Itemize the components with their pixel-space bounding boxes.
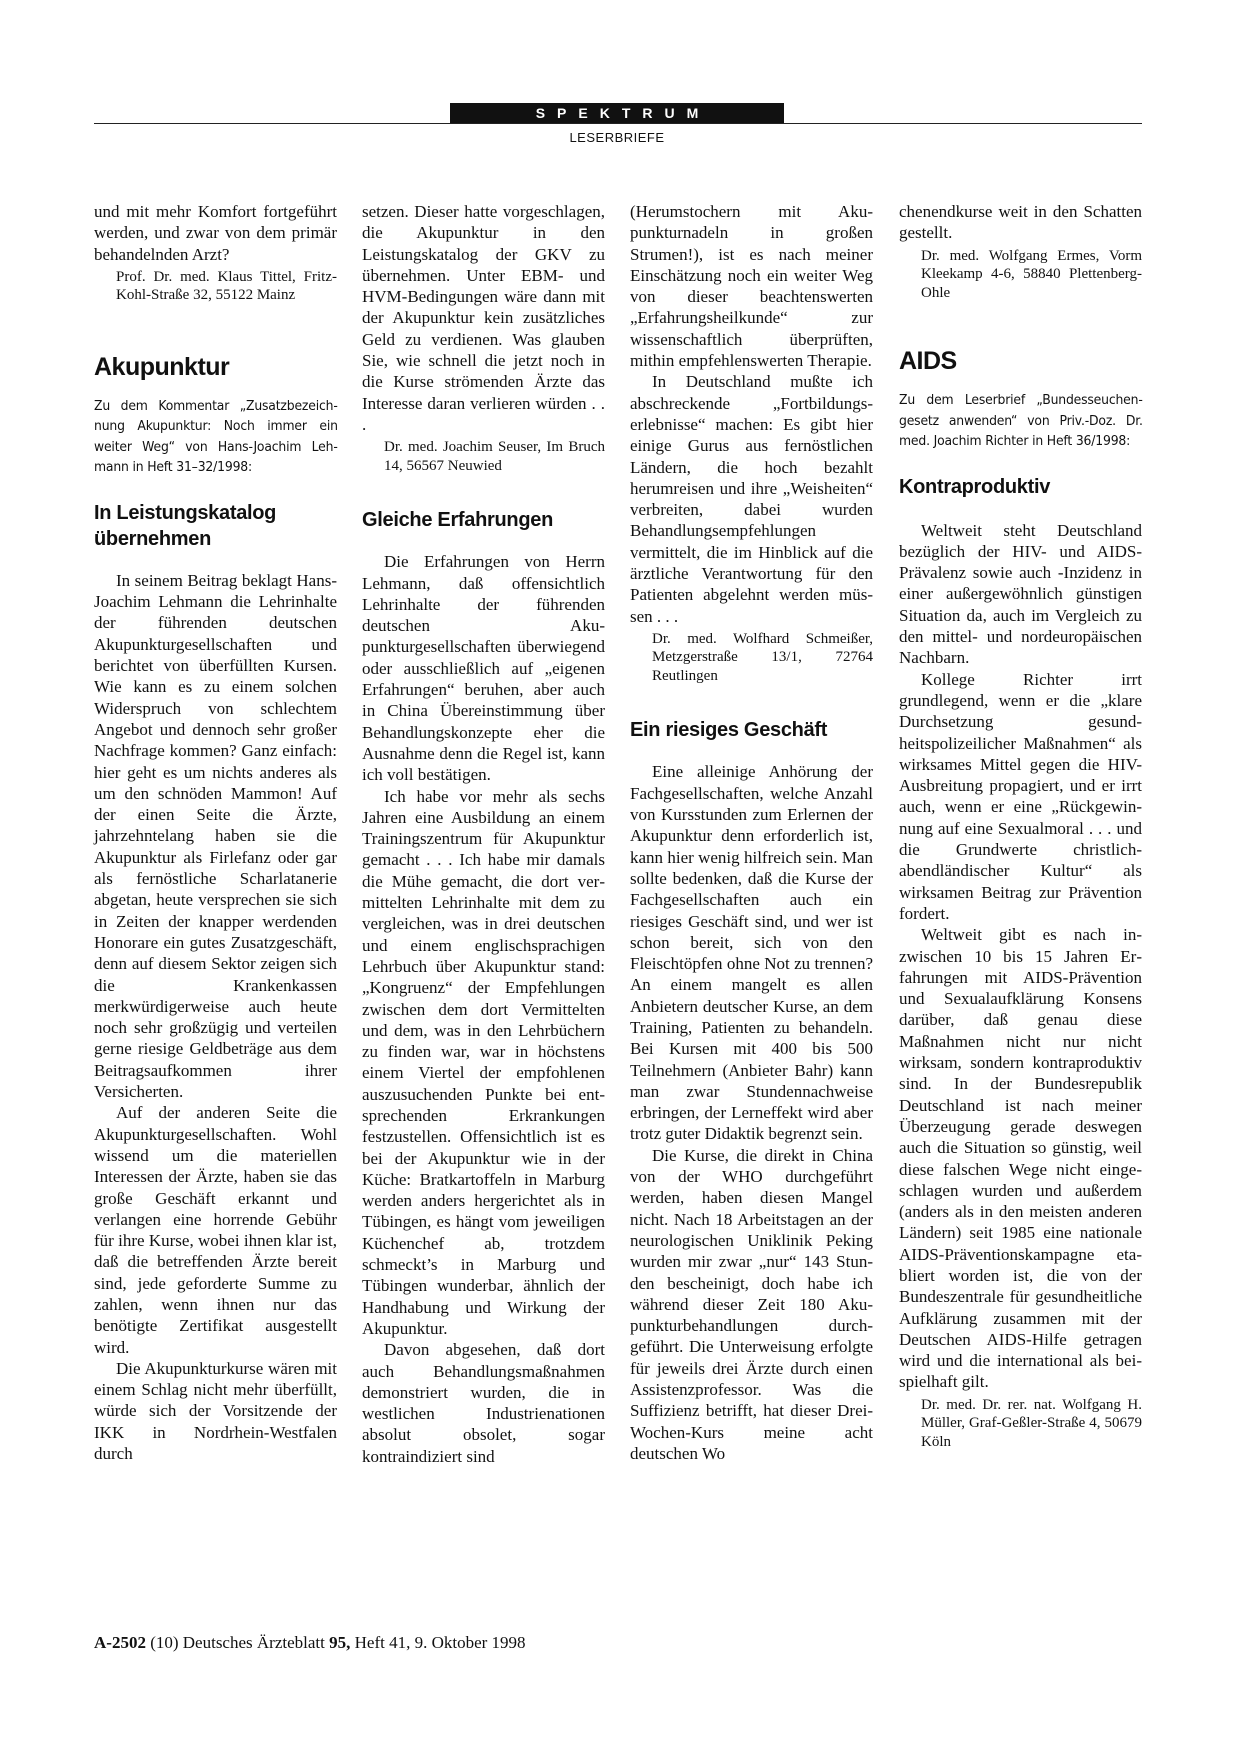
letter-signature: Dr. med. Wolfgang Ermes, Vorm Kleekamp 4-6, 58840 Plettenberg-Ohle: [921, 247, 1142, 301]
column-4: [899, 201, 1142, 1451]
letter-text: Die Akupunkturkurse wären mit einem Schlag nicht mehr überfüllt, würde sich der Vorsitzende der IKK in Nordrhein-Westfalen durch: [94, 1358, 337, 1464]
letter-signature: Dr. med. Wolfhard Schmeißer, Metzgerstraße 13/1, 72764 Reutlingen: [652, 630, 873, 684]
letter-text: Weltweit gibt es nach inzwischen 10 bis 15 Jahren Erfahrungen mit AIDS-Prävention und Sexualaufklärung Konsens darüber, daß genau diese Maßnahmen nicht nur nicht wirksam, sondern kontraproduktiv sind. In der Bundesrepublik Deutschland ist nach meiner Überzeugung gerade deswegen auch die Situation so günstig, weil diese falschen Wege nicht eingeschlagen wurden und außerdem (anders als in den meisten anderen Ländern) seit 1985 eine nationale AIDS-Präventionskampagne etabliert worden ist, die von der Bundeszentrale für gesundheitliche Aufklärung zusammen mit der Deutschen AIDS-Hilfe getragen wird und die international als beispielhaft gilt.: [899, 925, 1142, 1392]
topic-intro: Zu dem Kommentar „Zusatzbezeichnung Akupunktur: Noch immer ein weiter Weg“ von Hans-Joachim Lehmann in Heft 31–32/1998:: [94, 397, 338, 476]
letter-text: (Herumstochern mit Akupunkturnadeln in großen Strumen!), ist es nach meiner Einschätzung noch ein weiter Weg von dieser beachtenswerten „Erfahrungsheilkunde“ zur wissenschaftlich überprüften, mithin empfehlenswerten Therapie.: [630, 202, 873, 371]
letter-heading: Ein riesiges Geschäft: [630, 719, 828, 742]
section-subtitle: LESERBRIEFE: [569, 130, 665, 145]
letter-signature: Dr. med. Dr. rer. nat. Wolfgang H. Müller, Graf-Geßler-Straße 4, 50679 Köln: [921, 1396, 1142, 1450]
footer-issue: Heft 41, 9. Oktober 1998: [350, 1633, 526, 1652]
header-rule: [94, 123, 1142, 124]
footer-volume: 95,: [329, 1633, 351, 1652]
letter-text: chenendkurse weit in den Schatten gestellt.: [899, 202, 1142, 243]
column-1: [94, 201, 337, 1464]
letter-text: Die Erfahrungen von Herrn Lehmann, daß offensichtlich Lehrinhalte der führenden deutschen Akupunkturgesellschaften überwiegend oder ausschließlich auf „eigenen Erfahrungen“ beruhen, aber auch in China Übereinstimmung über Behandlungskonzepte eher die Ausnahme denn die Regel ist, kann ich voll bestätigen.: [362, 552, 605, 785]
footer-journal: (10) Deutsches Ärzteblatt: [145, 1633, 330, 1652]
letter-heading: Gleiche Erfahrungen: [362, 509, 554, 532]
letter-text: Eine alleinige Anhörung der Fachgesellschaften, welche Anzahl von Kursstunden zum Erlernen der Akupunktur denn erforderlich ist, kann hier wenig hilfreich sein. Man sollte bedenken, daß die Kurse der Fachgesellschaften auch ein riesiges Geschäft sind, und wer ist schon bereit, sich von den Fleischtöpfen ohne Not zu trennen? An einem mangelt es allen Anbietern deutscher Kurse, an dem Training, Patienten zu behandeln. Bei Kursen mit 400 bis 500 Teilnehmern (Anbieter Bahr) kann man zwar Stundennachweise erbringen, der Lerneffekt wird aber trotz guter Didaktik begrenzt sein.: [630, 762, 873, 1144]
letter-text: Die Kurse, die direkt in China von der WHO durchgeführt werden, haben diesen Mangel nicht. Nach 18 Arbeitstagen an der neurologischen Uniklinik Peking wurden mir zwar „nur“ 143 Stunden bescheinigt, doch habe ich während dieser Zeit 180 Akupunkturbehandlungen durchgeführt. Die Unterweisung erfolgte für jeweils drei Ärzte durch einen Assistenzprofessor. Was die Suffizienz betrifft, hat dieser Drei-Wochen-Kurs meine acht deutschen Wo: [630, 1145, 873, 1463]
column-2: [362, 201, 605, 1467]
letter-text: Ich habe vor mehr als sechs Jahren eine Ausbildung an einem Trainingszentrum für Akupunktur gemacht . . . Ich habe mir damals die Mühe gemacht, die dort vermittelten Lehrinhalte mit dem zu vergleichen, was in drei deutschen und einem englischsprachigen Lehrbuch über Akupunktur stand: „Kongruenz“ der Empfehlungen zwischen dem dort Vermittelten und dem, was in den Lehrbüchern zu finden war, war in höchstens einem Viertel der empfohlenen auszusuchenden Punkte bei entsprechenden Erkrankungen festzustellen. Offensichtlich ist es bei der Akupunktur wie in der Küche: Bratkartoffeln in Marburg werden anders hergerichtet als in Tübingen, es hängt vom jeweiligen Küchenchef ab, trotzdem schmeckt’s in Marburg und Tübingen wunderbar, ähnlich der Handhabung und Wirkung der Akupunktur.: [362, 786, 605, 1338]
column-3: [630, 201, 873, 1464]
letter-text: In Deutschland mußte ich abschreckende „Fortbildungserlebnisse“ machen: Es gibt hier einige Gurus aus fernöstlichen Ländern, die hoch bezahlt herumreisen und ihre „Weisheiten“ verbreiten, dabei wurden Behandlungsempfehlungen vermittelt, die im Hinblick auf die ärztliche Verantwortung für den Patienten abgelehnt werden müssen . . .: [630, 372, 873, 626]
letter-text: Weltweit steht Deutschland bezüglich der HIV- und AIDS-Prävalenz sowie auch -Inzidenz in einer außergewöhnlich günstigen Situation da, auch im Vergleich zu den mittel- und nordeuropäischen Nachbarn.: [899, 520, 1142, 668]
topic-heading: Akupunktur: [94, 352, 230, 381]
page-number: A-2502: [94, 1633, 146, 1652]
letter-text: Davon abgesehen, daß dort auch Behandlungsmaßnahmen demonstriert wurden, die in westlichen Industrienationen absolut obsolet, sogar kontraindiziert sind: [362, 1340, 605, 1466]
letter-text: In seinem Beitrag beklagt Hans-Joachim Lehmann die Lehrinhalte der führenden deutschen Akupunkturgesellschaften und berichtet von überfüllten Kursen. Wie kann es zu einem solchen Widerspruch von schlechtem Angebot und dennoch sehr großer Nachfrage kommen? Ganz einfach: hier geht es um nichts anderes als um den schnöden Mammon! Auf der einen Seite die Ärzte, jahrzehntelang haben sie die Akupunktur als Firlefanz oder gar als fernöstliche Scharlatanerie abgetan, heute versprechen sie sich in Zeiten der knapper werdenden Honorare ein gutes Zusatzgeschäft, denn auf diesem Sektor zeigen sich die Krankenkassen merkwürdigerweise auch heute noch sehr großzügig und verteilen gerne riesige Geldbeträge aus dem Beitragsaufkommen ihrer Versicherten.: [94, 570, 337, 1102]
letter-text: setzen. Dieser hatte vorgeschlagen, die Akupunktur in den Leistungskatalog der GKV zu übernehmen. Unter EBM- und HVM-Bedingungen wäre dann mit der Akupunktur kein zusätzliches Geld zu verdienen. Was glauben Sie, wie schnell die jetzt noch in die Kurse strömenden Ärzte das Interesse daran verlieren würden . . .: [362, 202, 605, 434]
letter-text: Auf der anderen Seite die Akupunkturgesellschaften. Wohl wissend um die materiellen Interessen der Ärzte, haben sie das große Geschäft erkannt und verlangen eine horrende Gebühr für ihre Kurse, wobei ihnen klar ist, daß die betreffenden Ärzte bereit sind, jede geforderte Summe zu zahlen, wenn ihnen nur das benötigte Zertifikat ausgestellt wird.: [94, 1103, 337, 1357]
page-footer: [94, 1633, 526, 1653]
topic-intro: Zu dem Leserbrief „Bundesseuchengesetz anwenden“ von Priv.-Doz. Dr. med. Joachim Richter in Heft 36/1998:: [899, 392, 1143, 450]
letter-signature: Dr. med. Joachim Seuser, Im Bruch 14, 56567 Neuwied: [384, 439, 605, 474]
letter-heading: In Leistungskatalog übernehmen: [94, 501, 277, 550]
letter-signature: Prof. Dr. med. Klaus Tittel, Fritz-Kohl-Straße 32, 55122 Mainz: [116, 268, 337, 304]
letter-text: Kollege Richter irrt grundlegend, wenn er die „klare Durchsetzung gesundheitspolizeilicher Maßnahmen“ als wirksames Mittel gegen die HIV-Ausbreitung propagiert, und er irrt auch, wenn er eine „Rückgewinnung auf eine Sexualmoral . . . und die Grundwerte christlich-abendländischer Kultur“ als wirksamen Beitrag zur Prävention fordert.: [899, 669, 1142, 923]
letter-text: und mit mehr Komfort fortgeführt werden, und zwar von dem primär behandelnden Arzt?: [94, 202, 337, 264]
letter-heading: Kontraproduktiv: [899, 475, 1051, 498]
topic-heading: AIDS: [899, 347, 957, 376]
section-banner: SPEKTRUM: [450, 103, 784, 124]
